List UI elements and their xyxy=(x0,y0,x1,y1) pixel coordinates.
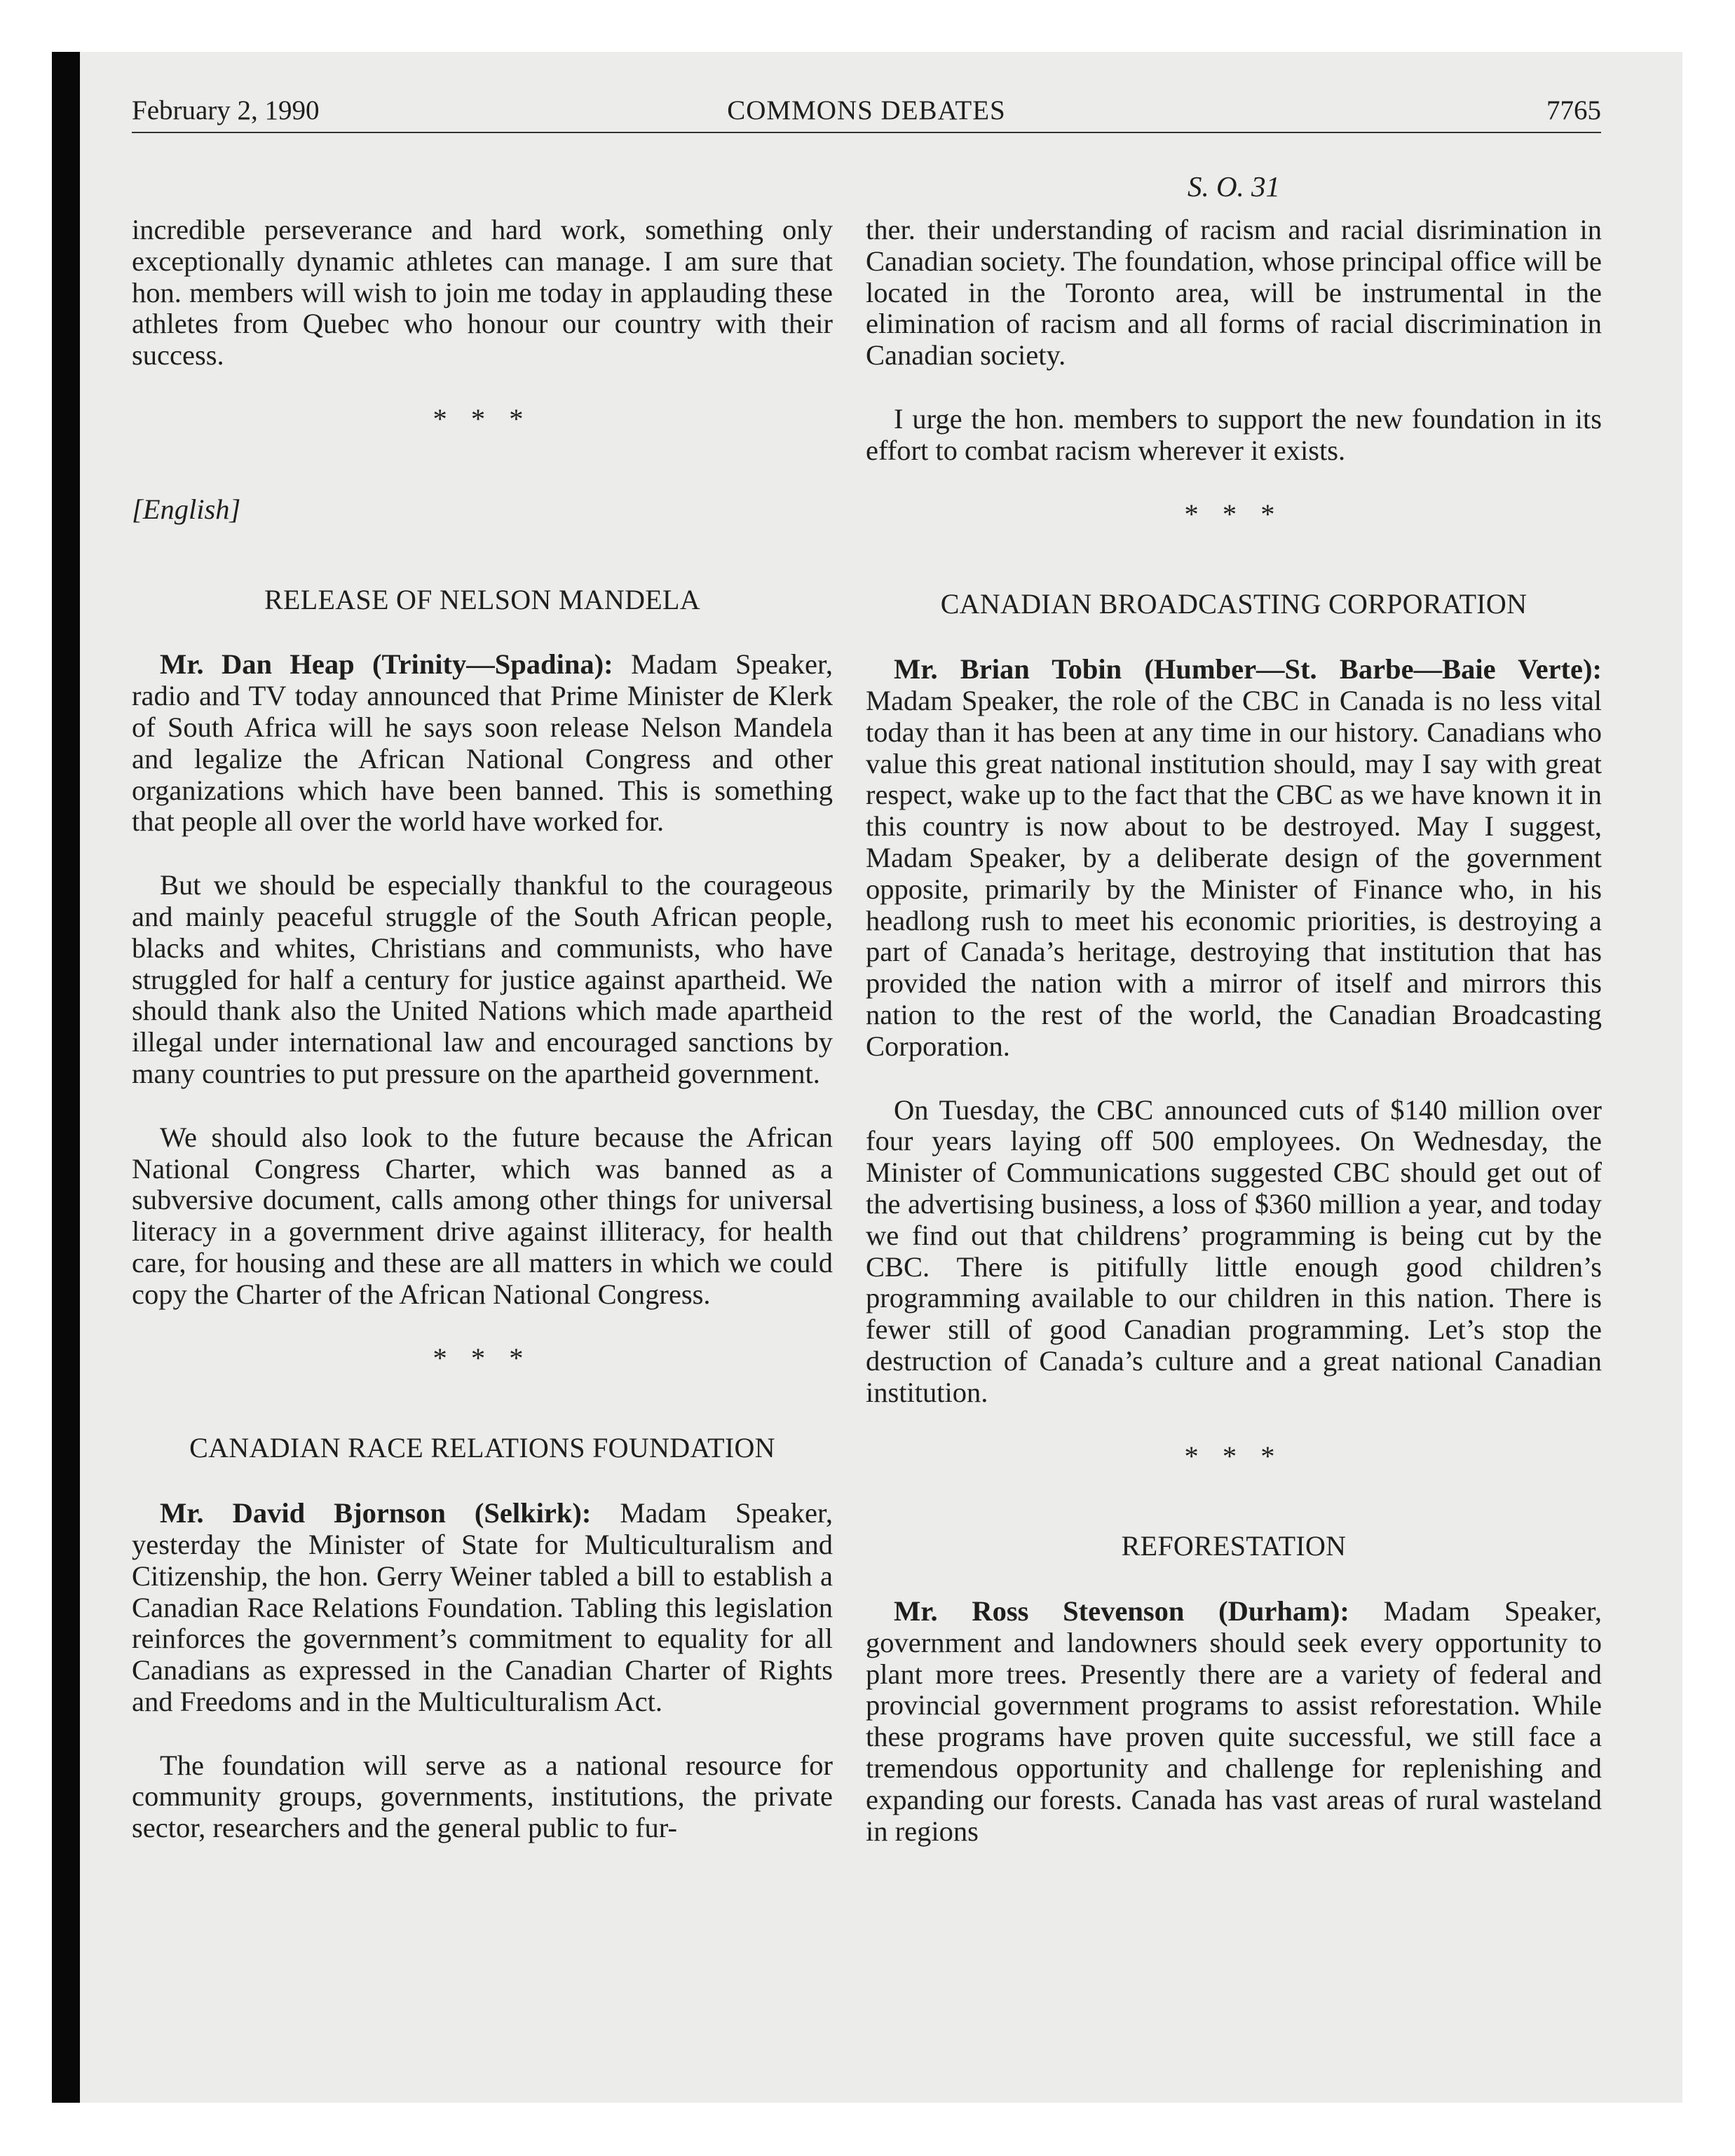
speech-text: Madam Speaker, yesterday the Minister of State for Multiculturalism and Citizenship, the hon. Gerry Weiner tabled a bill to establish a Canadian Race Relations Foundation. Tabling this legislation reinforces the government’s commitment to equality for all Canadians as expressed in the Canadian Charter of Rights and Freedoms and in the Multiculturalism Act. xyxy=(132,1497,833,1717)
paragraph: I urge the hon. members to support the new foundation in its effort to combat racism wherever it exists. xyxy=(866,402,1602,466)
paragraph: incredible perseverance and hard work, something only exceptionally dynamic athletes can manage. I am sure that hon. members will wish to join me today in applauding these athletes from Quebec who honour our country with their success. xyxy=(132,214,833,371)
scan-binding-edge xyxy=(52,52,80,2103)
speech-text: Madam Speaker, the role of the CBC in Canada is no less vital today than it has been at any time in our history. Canadians who value this great national institution should, may I say with great respect, wake up to the fact that the CBC as we have known it in this country is now about to be destroyed. May I suggest, Madam Speaker, by a deliberate design of the government opposite, primarily by the Minister of Finance who, in his headlong rush to meet his economic priorities, is destroying a part of Canada’s heritage, destroying that institution that has provided the nation with a mirror of itself and mirrors this nation to the rest of the world, the Canadian Broadcasting Corporation. xyxy=(866,684,1602,1062)
running-header xyxy=(132,90,1601,133)
section-separator: * * * xyxy=(433,402,532,435)
language-tag: [English] xyxy=(132,493,241,525)
header-date: February 2, 1990 xyxy=(132,95,320,125)
speaker-name: Mr. Dan Heap (Trinity—Spadina): xyxy=(160,648,613,681)
section-heading: RELEASE OF NELSON MANDELA xyxy=(264,583,700,615)
section-heading: REFORESTATION xyxy=(1121,1530,1347,1562)
paragraph xyxy=(866,654,1602,1062)
section-heading: CANADIAN RACE RELATIONS FOUNDATION xyxy=(189,1432,775,1464)
header-page-number: 7765 xyxy=(1546,95,1601,125)
section-separator: * * * xyxy=(433,1342,532,1374)
paragraph xyxy=(132,649,833,838)
section-separator: * * * xyxy=(1184,498,1284,530)
speech-text: Madam Speaker, government and landowners should seek every opportunity to plant more trees. Presently there are a variety of federal and provincial government programs to assist reforestation. While these programs have proven quite successful, we still face a tremendous opportunity and challenge for replenishing and expanding our forests. Canada has vast areas of rural wasteland in regions xyxy=(866,1595,1602,1847)
paragraph: We should also look to the future because the African National Congress Charter, which was banned as a subversive document, calls among other things for universal literacy in a government drive against illiteracy, for health care, for housing and these are all matters in which we could copy the Charter of the African National Congress. xyxy=(132,1121,833,1310)
section-separator: * * * xyxy=(1184,1440,1284,1472)
left-column xyxy=(132,214,833,1876)
paragraph: ther. their understanding of racism and racial disrimination in Canadian society. The foundation, whose principal office will be located in the Toronto area, will be instrumental in the elimination of racism and all forms of racial discrimination in Canadian society. xyxy=(866,214,1602,371)
speaker-name: Mr. David Bjornson (Selkirk): xyxy=(160,1497,592,1529)
paragraph xyxy=(866,1596,1602,1847)
header-title: COMMONS DEBATES xyxy=(727,95,1006,125)
speech-text: Madam Speaker, radio and TV today announced that Prime Minister de Klerk of South Africa will he says soon release Nelson Mandela and legalize the African National Congress and other organizations which have been banned. This is something that people all over the world have worked for. xyxy=(132,648,833,838)
paragraph: On Tuesday, the CBC announced cuts of $140 million over four years laying off 500 employees. On Wednesday, the Minister of Communications suggested CBC should get out of the advertising business, a loss of $360 million a year, and today we find out that childrens’ programming is being cut by the CBC. There is pitifully little enough good children’s programming available to our children in this nation. There is fewer still of good Canadian programming. Let’s stop the destruction of Canada’s culture and a great national Canadian institution. xyxy=(866,1093,1602,1408)
paragraph: But we should be especially thankful to the courageous and mainly peaceful struggle of the South African people, blacks and whites, Christians and communists, who have struggled for half a century for justice against apartheid. We should thank also the United Nations which made apartheid illegal under international law and encouraged sanctions by many countries to put pressure on the apartheid government. xyxy=(132,869,833,1089)
paragraph xyxy=(132,1498,833,1718)
speaker-name: Mr. Ross Stevenson (Durham): xyxy=(894,1595,1349,1628)
speaker-name: Mr. Brian Tobin (Humber—St. Barbe—Baie Verte): xyxy=(894,653,1602,685)
section-heading: CANADIAN BROADCASTING CORPORATION xyxy=(940,588,1528,620)
paragraph: The foundation will serve as a national resource for community groups, governments, institutions, the private sector, researchers and the general public to fur- xyxy=(132,1749,833,1844)
right-column xyxy=(866,214,1602,1879)
column-marker: S. O. 31 xyxy=(1187,170,1281,203)
